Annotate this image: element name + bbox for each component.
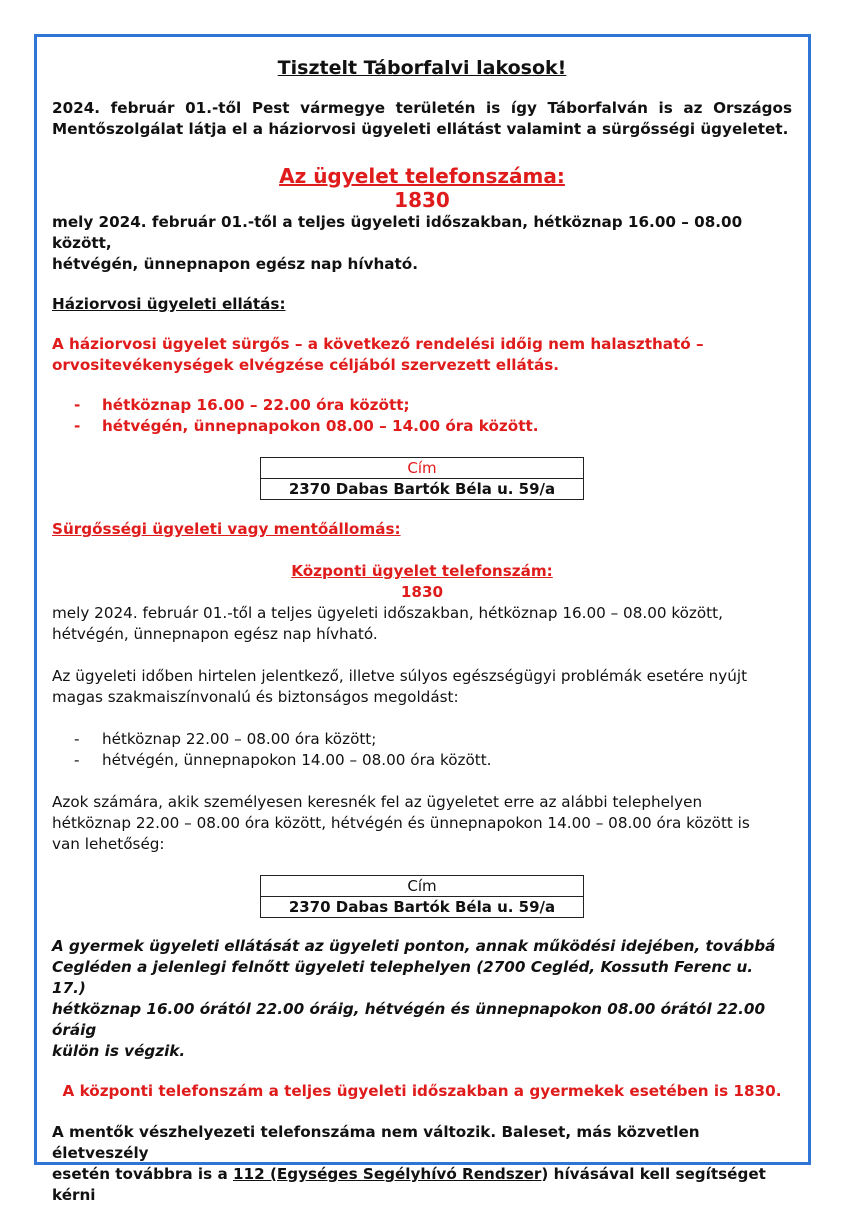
- gp-desc-line-1: A háziorvosi ügyelet sürgős – a következő rendelési időig nem halasztható –: [52, 335, 704, 353]
- emergency-number-link: 112 (Egységes Segélyhívó Rendszer: [232, 1165, 542, 1183]
- gp-hours-list: [52, 395, 792, 437]
- er-desc-line-2: magas szakmaiszínvonalú és biztonságos megoldást:: [52, 688, 459, 706]
- gp-heading: Háziorvosi ügyeleti ellátás:: [52, 295, 286, 313]
- central-number: 1830: [400, 583, 444, 601]
- address-label: Cím: [261, 876, 584, 897]
- central-heading: Központi ügyelet telefonszám:: [291, 562, 553, 580]
- visit-line-1: Azok számára, akik személyesen keresnék fel az ügyeletet erre az alábbi telephelyen: [52, 793, 703, 811]
- child-line-4: külön is végzik.: [52, 1042, 186, 1060]
- central-desc-line-2: hétvégén, ünnepnapon egész nap hívható.: [52, 625, 378, 643]
- child-line-3: hétköznap 16.00 órától 22.00 óráig, hétvégén és ünnepnapokon 08.00 órától 22.00 óráig: [52, 1000, 766, 1039]
- gp-desc-line-2: orvositevékenységek elvégzése céljából szervezett ellátás.: [52, 356, 560, 374]
- visit-line-2: hétköznap 22.00 – 08.00 óra között, hétvégén és ünnepnapokon 14.00 – 08.00 óra között is: [52, 814, 750, 832]
- address-label: Cím: [261, 458, 584, 479]
- central-child-note: A központi telefonszám a teljes ügyeleti időszakban a gyermekek esetében is 1830.: [62, 1082, 782, 1100]
- address-value: 2370 Dabas Bartók Béla u. 59/a: [261, 479, 584, 500]
- address-value: 2370 Dabas Bartók Béla u. 59/a: [261, 897, 584, 918]
- er-desc-line-1: Az ügyeleti időben hirtelen jelentkező, illetve súlyos egészségügyi problémák esetére nyújt: [52, 667, 748, 685]
- phone-desc-line-1: mely 2024. február 01.-től a teljes ügyeleti időszakban, hétköznap 16.00 – 08.00 között,: [52, 213, 743, 252]
- list-item: - hétvégén, ünnepnapokon 14.00 – 08.00 óra között.: [52, 750, 792, 771]
- notice-document: [52, 54, 792, 1206]
- visit-line-3: van lehetőség:: [52, 835, 165, 853]
- address-table-gp: [260, 457, 584, 500]
- list-item: - hétvégén, ünnepnapokon 08.00 – 14.00 óra között.: [52, 416, 792, 437]
- intro-line-1: 2024. február 01.-től Pest vármegye területén is így Táborfalván is az Országos: [52, 99, 792, 117]
- child-line-1: A gyermek ügyeleti ellátását az ügyeleti ponton, annak működési idejében, továbbá: [52, 937, 776, 955]
- ambulance-text-post: ) hívásával kell segítséget kérni: [52, 1165, 766, 1204]
- phone-heading: Az ügyelet telefonszáma:: [279, 164, 565, 188]
- address-table-er: [260, 875, 584, 918]
- ambulance-text-pre: esetén továbbra is a: [52, 1165, 233, 1183]
- ambulance-line-1: A mentők vészhelyezeti telefonszáma nem változik. Baleset, más közvetlen életveszély: [52, 1123, 700, 1162]
- page-title: Tisztelt Táborfalvi lakosok!: [277, 57, 567, 79]
- er-hours-list: [52, 729, 792, 771]
- child-line-2: Cegléden a jelenlegi felnőtt ügyeleti telephelyen (2700 Cegléd, Kossuth Ferenc u. 17.): [52, 958, 754, 997]
- list-item: - hétköznap 16.00 – 22.00 óra között;: [52, 395, 792, 416]
- er-heading: Sürgősségi ügyeleti vagy mentőállomás:: [52, 520, 401, 538]
- phone-desc-line-2: hétvégén, ünnepnapon egész nap hívható.: [52, 255, 418, 273]
- list-item: - hétköznap 22.00 – 08.00 óra között;: [52, 729, 792, 750]
- phone-number: 1830: [394, 188, 450, 212]
- central-desc-line-1: mely 2024. február 01.-től a teljes ügyeleti időszakban, hétköznap 16.00 – 08.00 között,: [52, 604, 723, 622]
- intro-line-2: Mentőszolgálat látja el a háziorvosi ügyeleti ellátást valamint a sürgősségi ügyeletet.: [52, 120, 789, 138]
